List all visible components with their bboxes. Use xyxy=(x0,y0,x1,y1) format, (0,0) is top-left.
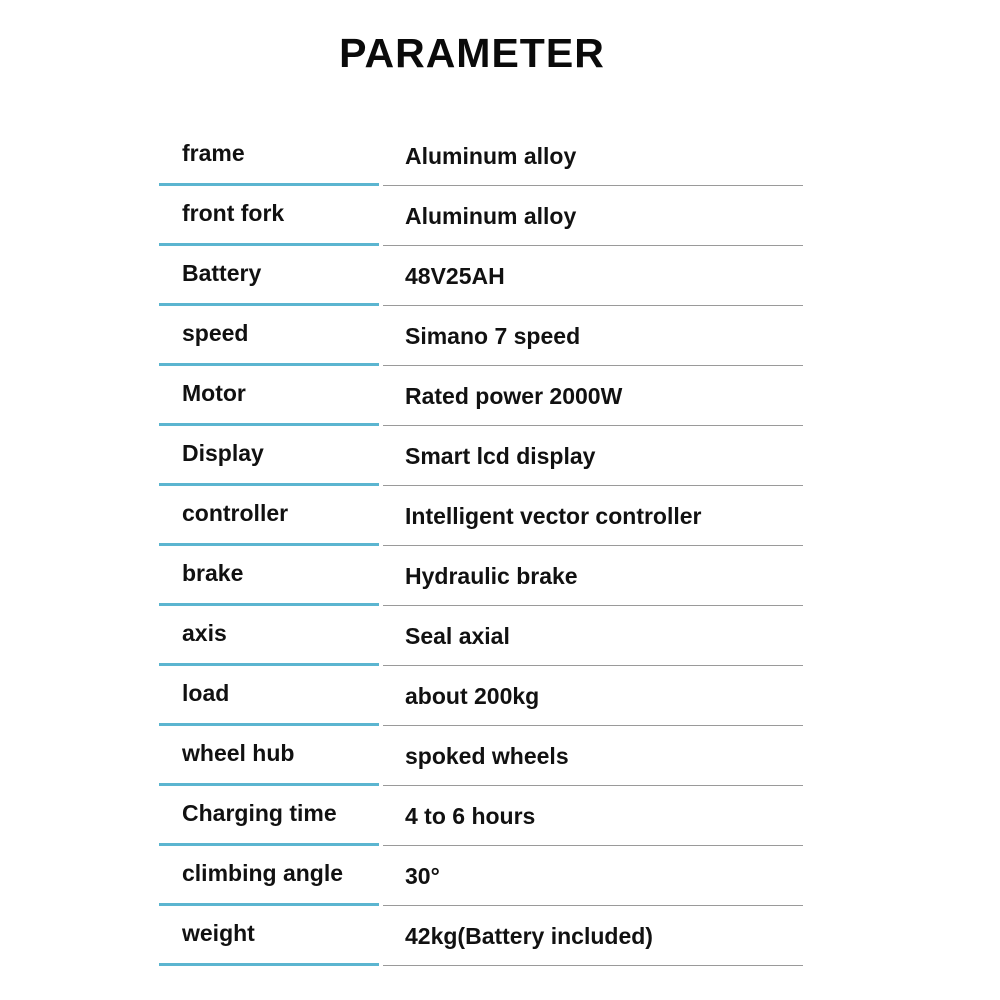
spec-row-charging-time xyxy=(159,786,803,846)
spec-value: Simano 7 speed xyxy=(405,323,581,349)
spec-label: Battery xyxy=(182,260,262,286)
spec-label: brake xyxy=(182,560,244,586)
spec-label: front fork xyxy=(182,200,285,226)
spec-value: Aluminum alloy xyxy=(405,143,577,169)
spec-row-climbing-angle xyxy=(159,846,803,906)
spec-value: Rated power 2000W xyxy=(405,383,623,409)
spec-value: 48V25AH xyxy=(405,263,505,289)
spec-value: Aluminum alloy xyxy=(405,203,577,229)
spec-value: about 200kg xyxy=(405,683,540,709)
spec-value: 4 to 6 hours xyxy=(405,803,536,829)
spec-label: speed xyxy=(182,320,249,346)
spec-value: 42kg(Battery included) xyxy=(405,923,653,949)
spec-row-controller xyxy=(159,486,803,546)
spec-row-brake xyxy=(159,546,803,606)
spec-label: controller xyxy=(182,500,289,526)
spec-label: weight xyxy=(182,920,255,946)
spec-label: wheel hub xyxy=(182,740,295,766)
spec-label: Motor xyxy=(182,380,246,406)
spec-value: Seal axial xyxy=(405,623,510,649)
page-title: PARAMETER xyxy=(339,30,605,76)
spec-row-frame xyxy=(159,126,803,186)
spec-table xyxy=(159,126,803,966)
spec-label: Charging time xyxy=(182,800,337,826)
value-divider xyxy=(383,965,803,966)
spec-value: Smart lcd display xyxy=(405,443,596,469)
spec-value: Hydraulic brake xyxy=(405,563,578,589)
spec-label: axis xyxy=(182,620,227,646)
spec-label: climbing angle xyxy=(182,860,344,886)
spec-value: spoked wheels xyxy=(405,743,569,769)
spec-label: frame xyxy=(182,140,245,166)
spec-row-speed xyxy=(159,306,803,366)
spec-row-load xyxy=(159,666,803,726)
spec-row-battery xyxy=(159,246,803,306)
spec-row-display xyxy=(159,426,803,486)
spec-row-wheel-hub xyxy=(159,726,803,786)
spec-value: Intelligent vector controller xyxy=(405,503,702,529)
spec-row-weight xyxy=(159,906,803,966)
label-divider xyxy=(159,963,379,966)
spec-row-axis xyxy=(159,606,803,666)
spec-row-motor xyxy=(159,366,803,426)
spec-label: Display xyxy=(182,440,264,466)
spec-row-front-fork xyxy=(159,186,803,246)
spec-value: 30° xyxy=(405,863,440,889)
spec-label: load xyxy=(182,680,230,706)
